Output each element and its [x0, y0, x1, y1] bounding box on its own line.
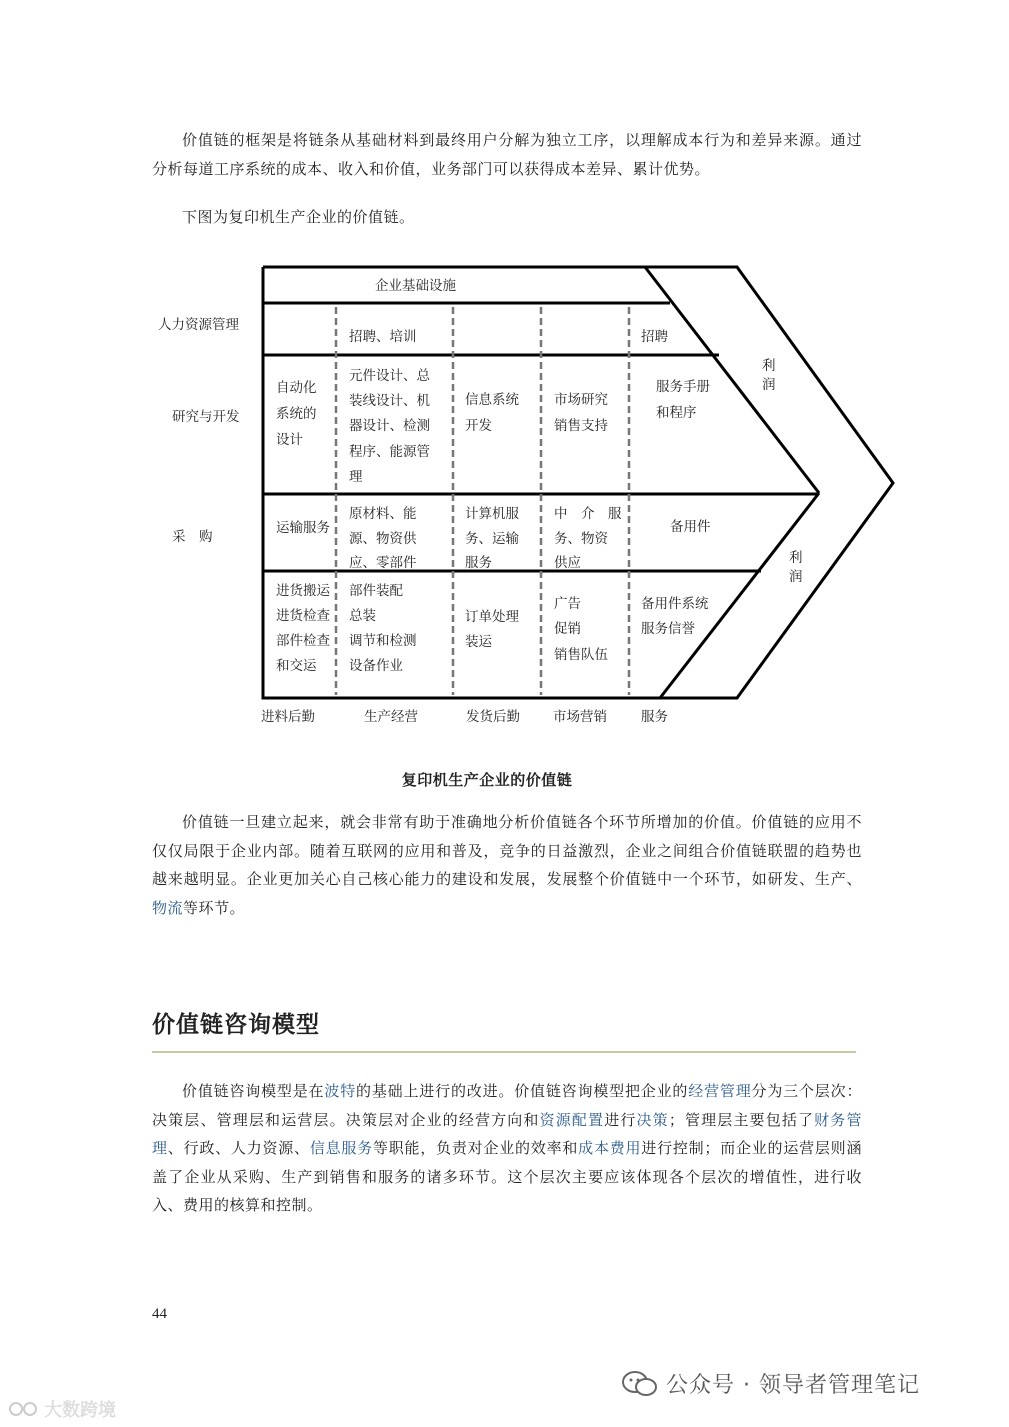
primary-activity-cells [276, 582, 709, 674]
section-title: 价值链咨询模型 [152, 1011, 320, 1038]
profit-bottom-2: 润 [789, 569, 803, 585]
rd-cell-line: 自动化 [276, 380, 317, 396]
bottom-label: 生产经营 [364, 709, 418, 725]
rd-cell-line: 设计 [276, 432, 303, 448]
information-service-link[interactable]: 信息服务 [309, 1139, 373, 1157]
primary-cell-line: 广告 [554, 596, 581, 612]
primary-cell-line: 调节和检测 [349, 633, 417, 649]
decision-link[interactable]: 决策 [636, 1110, 669, 1129]
proc-cell-line: 计算机服 [465, 506, 519, 522]
rd-cell-line: 信息系统 [465, 392, 519, 408]
rd-cell-line: 装线设计、机 [349, 393, 430, 409]
bottom-labels [261, 708, 669, 725]
financial-management-link[interactable]: 财务管理 [152, 1110, 862, 1157]
primary-cell-line: 订单处理 [465, 609, 519, 625]
profit-top-1: 利 [762, 358, 776, 374]
wechat-watermark [620, 1368, 920, 1399]
rd-cell-line: 程序、能源管 [349, 444, 430, 460]
proc-cell-line: 运输服务 [276, 520, 330, 536]
rd-cell-line: 元件设计、总 [349, 368, 430, 384]
rd-cell-line: 理 [349, 469, 363, 485]
proc-cell-line: 务、物资 [554, 531, 608, 547]
proc-cell-line: 应、零部件 [349, 555, 417, 571]
proc-cell-line: 务、运输 [465, 531, 519, 547]
infrastructure-label: 企业基础设施 [375, 278, 456, 294]
bottom-label: 发货后勤 [466, 709, 520, 725]
procurement-cells [276, 505, 711, 571]
business-management-link[interactable]: 经营管理 [688, 1082, 752, 1100]
bottom-label: 进料后勤 [261, 709, 315, 725]
brand-watermark-text: 大数跨境 [44, 1400, 116, 1421]
resource-allocation-link[interactable]: 资源配置 [539, 1110, 605, 1129]
logistics-link[interactable]: 物流 [152, 898, 184, 917]
intro-paragraph: 价值链的框架是将链条从基础材料到最终用户分解为独立工序，以理解成本行为和差异来源。通过分析每道工序系统的成本、收入和价值，业务部门可以获得成本差异、累计优势。 [152, 131, 862, 178]
rd-cell-line: 和程序 [656, 405, 697, 421]
rd-cell-line: 销售支持 [554, 418, 608, 434]
hr-cell: 招聘 [641, 329, 668, 345]
primary-cell-line: 备用件系统 [641, 596, 709, 612]
proc-cell-line: 中 介 服 [554, 506, 622, 522]
porter-link[interactable]: 波特 [324, 1082, 357, 1100]
proc-cell-line: 备用件 [670, 519, 711, 535]
page-number: 44 [152, 1306, 167, 1322]
watermark-text: 公众号 · 领导者管理笔记 [666, 1373, 920, 1398]
section-divider [152, 1051, 856, 1053]
rd-cell-line: 开发 [465, 418, 492, 434]
primary-cell-line: 和交运 [276, 658, 317, 674]
primary-cell-line: 部件检查 [276, 633, 330, 649]
proc-cell-line: 供应 [554, 555, 581, 571]
proc-cell-line: 原材料、能 [349, 506, 417, 522]
diagram-caption: 复印机生产企业的价值链 [401, 771, 573, 789]
primary-cell-line: 进货搬运 [276, 583, 330, 599]
primary-cell-line: 销售队伍 [554, 647, 608, 663]
primary-cell-line: 促销 [554, 621, 581, 637]
bottom-label: 服务 [641, 709, 668, 725]
rd-cell-line: 市场研究 [554, 392, 608, 408]
cost-expense-link[interactable]: 成本费用 [578, 1139, 642, 1157]
model-paragraph: 价值链咨询模型是在波特的基础上进行的改进。价值链咨询模型把企业的经营管理分为三个层次：决策层、管理层和运营层。决策层对企业的经营方向和资源配置进行决策；管理层主要包括了财务管理、行政、人力资源、信息服务等职能，负责对企业的效率和成本费用进行控制；而企业的运营层则涵盖了企业从采购、生产到销售和服务的诸多环节。这个层次主要应该体现各个层次的增值性，进行收入、费用的核算和控制。 [152, 1082, 862, 1214]
primary-cell-line: 装运 [465, 634, 492, 650]
wechat-icon [620, 1369, 660, 1399]
body-paragraph: 价值链一旦建立起来，就会非常有助于准确地分析价值链各个环节所增加的价值。价值链的应用不仅仅局限于企业内部。随着互联网的应用和普及，竞争的日益激烈，企业之间组合价值链联盟的趋势也越来越明显。企业更加关心自己核心能力的建设和发展，发展整个价值链中一个环节，如研发、生产、物流等环节。 [152, 813, 862, 917]
proc-cell-line: 服务 [465, 555, 492, 571]
rd-cell-line: 器设计、检测 [349, 418, 430, 434]
primary-cell-line: 部件装配 [349, 583, 403, 599]
procurement-label: 采 购 [172, 529, 213, 545]
rd-cell-line: 系统的 [276, 406, 317, 422]
primary-cell-line: 总装 [349, 608, 376, 624]
bottom-label: 市场营销 [553, 709, 607, 725]
hr-label: 人力资源管理 [158, 317, 239, 333]
primary-cell-line: 设备作业 [349, 658, 403, 674]
primary-cell-line: 服务信誉 [641, 621, 695, 637]
intro-note: 下图为复印机生产企业的价值链。 [182, 208, 415, 226]
brand-logo-icon [8, 1399, 40, 1419]
rd-cell-line: 服务手册 [656, 379, 710, 395]
proc-cell-line: 源、物资供 [349, 531, 417, 547]
rd-cells [276, 367, 710, 485]
profit-top-2: 润 [762, 377, 776, 393]
brand-watermark [8, 1396, 116, 1422]
primary-cell-line: 进货检查 [276, 608, 330, 624]
hr-cell: 招聘、培训 [349, 329, 417, 345]
profit-bottom-1: 利 [789, 550, 803, 566]
rd-label: 研究与开发 [172, 409, 240, 425]
